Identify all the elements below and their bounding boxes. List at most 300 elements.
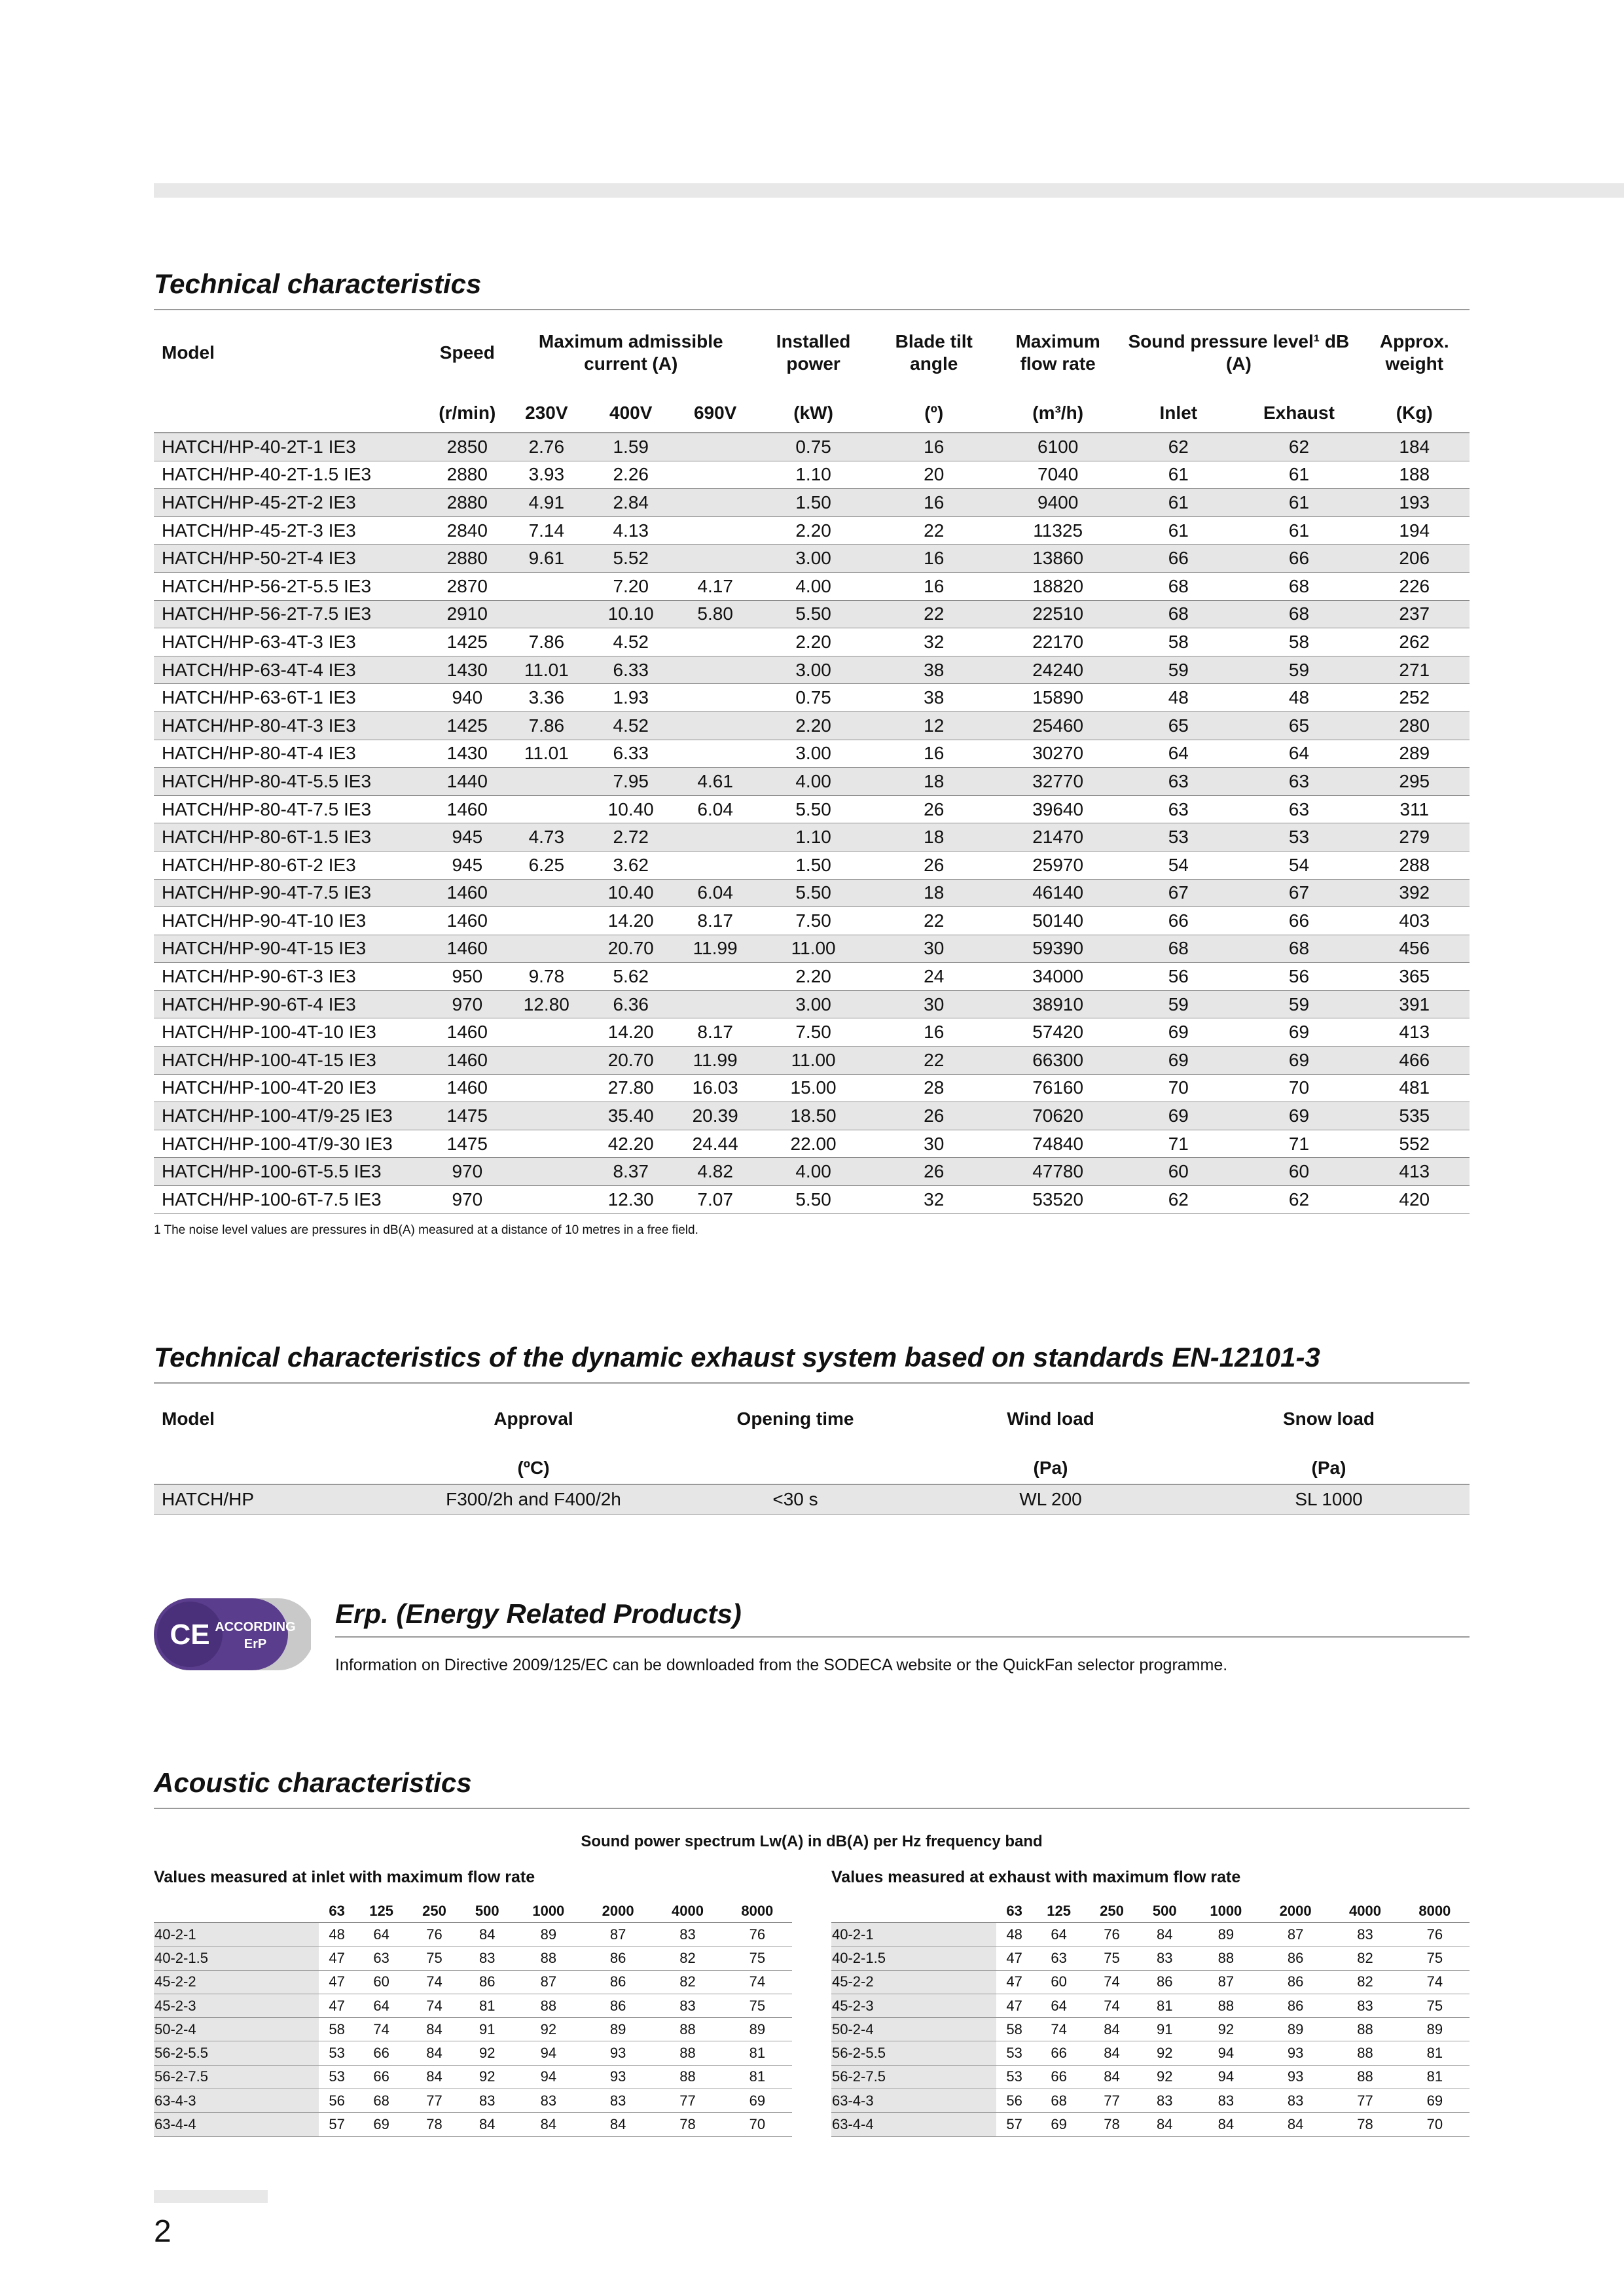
value-cell: 12 [870,711,998,740]
technical-characteristics-section [154,268,1470,1238]
band-header: 2000 [583,1900,653,1923]
value-cell: 1440 [429,768,505,796]
value-cell: 940 [429,684,505,712]
value-cell: 7.86 [505,711,588,740]
value-cell: 18 [870,823,998,852]
model-cell: 63-4-4 [154,2113,319,2136]
value-cell: 11.99 [674,935,757,963]
value-cell: 88 [514,1946,583,1970]
value-cell: 69 [723,2089,792,2113]
value-cell: 30 [870,1130,998,1158]
value-cell: 1460 [429,1047,505,1075]
value-cell: 75 [1400,1994,1470,2017]
value-cell: 50140 [998,907,1118,935]
unit-header: (m³/h) [998,381,1118,433]
value-cell [505,907,588,935]
model-cell: HATCH/HP-40-2T-1.5 IE3 [154,461,429,489]
value-cell: 59 [1118,990,1238,1018]
value-cell: 93 [1261,2041,1330,2065]
value-cell: 66300 [998,1047,1118,1075]
value-cell: 26 [870,1102,998,1130]
spectrum-title: Sound power spectrum Lw(A) in dB(A) per Hz frequency band [581,1833,1043,1850]
value-cell: 3.36 [505,684,588,712]
value-cell: 59 [1118,656,1238,684]
value-cell: 22 [870,1047,998,1075]
value-cell: 5.50 [757,600,871,628]
table-row [154,963,1470,991]
model-cell: 63-4-3 [154,2089,319,2113]
value-cell: 88 [1330,2065,1399,2089]
unit-header: (Kg) [1360,381,1470,433]
value-cell: 62 [1118,433,1238,461]
value-cell: 69 [1118,1102,1238,1130]
exhaust-header: Snow load [1283,1408,1375,1429]
inlet-title: Values measured at inlet with maximum flow rate [154,1868,535,1886]
value-cell: 69 [1400,2089,1470,2113]
value-cell [505,879,588,907]
table-row [154,768,1470,796]
band-header: 1000 [514,1900,583,1923]
inlet-acoustic-block [154,1868,792,2137]
band-header: 63 [996,1900,1032,1923]
band-header: 4000 [1330,1900,1399,1923]
value-cell: 1475 [429,1130,505,1158]
value-cell: 5.62 [588,963,674,991]
value-cell: 84 [1138,2113,1191,2136]
value-cell: 46140 [998,879,1118,907]
value-cell: 74 [1085,1970,1138,1994]
value-cell: 11.00 [757,1047,871,1075]
value-cell: 295 [1360,768,1470,796]
value-cell: 83 [653,1994,722,2017]
value-cell: 74 [408,1970,461,1994]
value-cell: 2870 [429,572,505,600]
value-cell: 11.99 [674,1047,757,1075]
value-cell: 0.75 [757,684,871,712]
value-cell: 47 [319,1970,355,1994]
value-cell: 75 [723,1994,792,2017]
model-cell: HATCH/HP-90-4T-10 IE3 [154,907,429,935]
value-cell [505,1130,588,1158]
value-cell: 66 [1032,2065,1085,2089]
value-cell: 9400 [998,489,1118,517]
unit-header: 690V [674,381,757,433]
value-cell: 5.50 [757,795,871,823]
model-cell: HATCH/HP-80-4T-5.5 IE3 [154,768,429,796]
value-cell: 69 [1238,1102,1359,1130]
value-cell: 7.86 [505,628,588,656]
value-cell: 4.73 [505,823,588,852]
unit-header: 230V [505,381,588,433]
model-cell: HATCH/HP-100-6T-5.5 IE3 [154,1158,429,1186]
table-row [154,740,1470,768]
value-cell [505,1186,588,1214]
table-row [154,823,1470,852]
value-cell: 81 [723,2041,792,2065]
value-cell: 26 [870,1158,998,1186]
value-cell: 70 [723,2113,792,2136]
value-cell: 66 [355,2041,408,2065]
model-cell: HATCH/HP-45-2T-3 IE3 [154,516,429,545]
inlet-acoustic-table [154,1900,792,2137]
value-cell: 59390 [998,935,1118,963]
value-cell: 8.17 [674,907,757,935]
table-row [154,851,1470,879]
value-cell: 5.50 [757,1186,871,1214]
value-cell: 93 [583,2065,653,2089]
value-cell: 66 [355,2065,408,2089]
value-cell: 1460 [429,935,505,963]
value-cell: 279 [1360,823,1470,852]
value-cell: 60 [1032,1970,1085,1994]
value-cell: 63 [1238,795,1359,823]
value-cell: 76 [408,1923,461,1946]
value-cell [674,656,757,684]
value-cell [674,545,757,573]
value-cell: 22 [870,600,998,628]
top-decorative-band [154,183,1624,198]
value-cell: 89 [723,2018,792,2041]
value-cell: 83 [1330,1994,1399,2017]
value-cell: 87 [1261,1923,1330,1946]
value-cell: 42.20 [588,1130,674,1158]
value-cell: 32 [870,628,998,656]
header-model: Model [162,342,215,363]
technical-characteristics-table [154,325,1470,1214]
band-header: 500 [1138,1900,1191,1923]
value-cell: 87 [514,1970,583,1994]
value-cell: 61 [1238,489,1359,517]
value-cell: 70620 [998,1102,1118,1130]
value-cell: 88 [653,2065,722,2089]
value-cell: 84 [1085,2041,1138,2065]
band-header: 500 [461,1900,514,1923]
model-cell: HATCH/HP-56-2T-7.5 IE3 [154,600,429,628]
value-cell: 66 [1118,545,1238,573]
value-cell: 1475 [429,1102,505,1130]
value-cell: 21470 [998,823,1118,852]
value-cell: 9.78 [505,963,588,991]
value-cell: 92 [461,2065,514,2089]
table-row [154,489,1470,517]
value-cell: 30270 [998,740,1118,768]
header-weight: Approx. weight [1379,331,1449,374]
value-cell: 206 [1360,545,1470,573]
value-cell: 56 [996,2089,1032,2113]
value-cell [505,1047,588,1075]
table-row [831,2089,1470,2113]
technical-table-body [154,433,1470,1213]
value-cell: 66 [1118,907,1238,935]
table-row [154,711,1470,740]
value-cell: 420 [1360,1186,1470,1214]
value-cell: 83 [1138,1946,1191,1970]
value-cell: 81 [461,1994,514,2017]
model-cell: HATCH/HP-90-6T-3 IE3 [154,963,429,991]
value-cell: 1430 [429,656,505,684]
table-row [154,1130,1470,1158]
value-cell: 288 [1360,851,1470,879]
value-cell: 5.50 [757,879,871,907]
value-cell: 84 [1138,1923,1191,1946]
value-cell: 22.00 [757,1130,871,1158]
value-cell: 60 [1238,1158,1359,1186]
exhaust-header: Approval [494,1408,573,1429]
value-cell: 82 [1330,1970,1399,1994]
value-cell: 58 [1238,628,1359,656]
value-cell: 4.00 [757,1158,871,1186]
value-cell: 34000 [998,963,1118,991]
value-cell: 2.84 [588,489,674,517]
value-cell: 4.00 [757,572,871,600]
value-cell: 237 [1360,600,1470,628]
table-row [154,1158,1470,1186]
value-cell: 1460 [429,795,505,823]
unit-header: 400V [588,381,674,433]
value-cell: 88 [1330,2041,1399,2065]
table-row [154,2018,792,2041]
value-cell: 64 [1118,740,1238,768]
value-cell: 89 [1400,2018,1470,2041]
value-cell: 7.20 [588,572,674,600]
value-cell: 84 [461,1923,514,1946]
model-cell: 40-2-1.5 [831,1946,996,1970]
value-cell: 7.50 [757,907,871,935]
erp-logo-icon [154,1598,311,1670]
value-cell: 86 [1261,1946,1330,1970]
table-row [154,2089,792,2113]
value-cell: 57 [319,2113,355,2136]
value-cell: 84 [1191,2113,1261,2136]
value-cell: 4.00 [757,768,871,796]
value-cell: 91 [1138,2018,1191,2041]
page-number: 2 [154,2214,171,2249]
value-cell: 2880 [429,489,505,517]
value-cell: 1.10 [757,823,871,852]
value-cell: 11.01 [505,656,588,684]
value-cell: 56 [319,2089,355,2113]
value-cell: 64 [1032,1923,1085,1946]
value-cell [674,628,757,656]
value-cell: 22 [870,516,998,545]
value-cell: 71 [1118,1130,1238,1158]
table-row [154,907,1470,935]
value-cell: 74 [1085,1994,1138,2017]
value-cell: 53 [996,2041,1032,2065]
value-cell: 56 [1118,963,1238,991]
unit-header: Exhaust [1238,381,1359,433]
value-cell: 78 [653,2113,722,2136]
value-cell: 74 [723,1970,792,1994]
value-cell: 28 [870,1074,998,1102]
value-cell [674,990,757,1018]
value-cell: 35.40 [588,1102,674,1130]
value-cell [674,433,757,461]
value-cell [674,516,757,545]
value-cell: 64 [1238,740,1359,768]
value-cell: 24 [870,963,998,991]
exhaust-acoustic-table [831,1900,1470,2137]
value-cell: 83 [461,2089,514,2113]
value-cell: 86 [583,1970,653,1994]
value-cell: 7.14 [505,516,588,545]
value-cell: 11.00 [757,935,871,963]
value-cell: 18 [870,879,998,907]
band-header: 250 [1085,1900,1138,1923]
exhaust-value: SL 1000 [1188,1484,1470,1515]
value-cell: 81 [723,2065,792,2089]
value-cell [674,684,757,712]
value-cell: 76160 [998,1074,1118,1102]
value-cell: 20 [870,461,998,489]
value-cell: 24240 [998,656,1118,684]
value-cell: 7.07 [674,1186,757,1214]
section-title: Technical characteristics of the dynamic exhaust system based on standards EN-12101-3 [154,1342,1470,1384]
value-cell [505,1158,588,1186]
value-cell: 413 [1360,1158,1470,1186]
value-cell: 54 [1238,851,1359,879]
header-speed: Speed [439,342,495,363]
value-cell: 2840 [429,516,505,545]
model-cell: 45-2-3 [831,1994,996,2017]
model-cell: HATCH/HP-100-4T-20 IE3 [154,1074,429,1102]
value-cell: 69 [1238,1047,1359,1075]
value-cell: 86 [1138,1970,1191,1994]
value-cell: 2.20 [757,963,871,991]
value-cell [505,572,588,600]
value-cell: 1460 [429,907,505,935]
value-cell: 2850 [429,433,505,461]
value-cell: 94 [1191,2041,1261,2065]
value-cell: 68 [1118,935,1238,963]
value-cell: 67 [1238,879,1359,907]
value-cell: 7.50 [757,1018,871,1047]
value-cell [674,851,757,879]
value-cell: 92 [514,2018,583,2041]
exhaust-units-row [154,1441,1470,1484]
value-cell: 81 [1400,2041,1470,2065]
value-cell: 59 [1238,990,1359,1018]
value-cell: 10.40 [588,879,674,907]
value-cell: 61 [1238,461,1359,489]
table-row [154,461,1470,489]
value-cell: 20.70 [588,1047,674,1075]
value-cell: 89 [1261,2018,1330,2041]
value-cell: 56 [1238,963,1359,991]
table-row [831,1970,1470,1994]
section-title: Acoustic characteristics [154,1767,1470,1809]
erp-section [335,1598,1470,1675]
exhaust-value: WL 200 [913,1484,1188,1515]
band-header: 63 [319,1900,355,1923]
model-cell: HATCH/HP-100-6T-7.5 IE3 [154,1186,429,1214]
value-cell: 20.39 [674,1102,757,1130]
band-header: 125 [355,1900,408,1923]
value-cell: 1.10 [757,461,871,489]
table-row [831,1946,1470,1970]
value-cell: 68 [1118,600,1238,628]
value-cell: 39640 [998,795,1118,823]
value-cell: 84 [1261,2113,1330,2136]
exhaust-data-row [154,1484,1470,1515]
value-cell: 1425 [429,628,505,656]
table-row [831,2041,1470,2065]
value-cell: 6.36 [588,990,674,1018]
value-cell: 1430 [429,740,505,768]
value-cell: 413 [1360,1018,1470,1047]
value-cell: 5.52 [588,545,674,573]
value-cell: 391 [1360,990,1470,1018]
table-row [154,600,1470,628]
model-cell: 56-2-7.5 [154,2065,319,2089]
value-cell: 6.04 [674,879,757,907]
value-cell: 945 [429,823,505,852]
value-cell: 8.17 [674,1018,757,1047]
value-cell: 92 [461,2041,514,2065]
value-cell: 88 [653,2041,722,2065]
value-cell: 84 [583,2113,653,2136]
value-cell: 83 [653,1923,722,1946]
value-cell: 38910 [998,990,1118,1018]
value-cell: 1460 [429,879,505,907]
model-cell: 56-2-5.5 [831,2041,996,2065]
value-cell: 63 [1118,768,1238,796]
value-cell: 75 [1400,1946,1470,1970]
value-cell: 68 [1032,2089,1085,2113]
value-cell: 53520 [998,1186,1118,1214]
table-row [831,1923,1470,1946]
table-row [154,1074,1470,1102]
model-cell: 45-2-2 [154,1970,319,1994]
value-cell: 84 [408,2018,461,2041]
table-row [154,935,1470,963]
table-row [154,879,1470,907]
value-cell: 226 [1360,572,1470,600]
value-cell: 27.80 [588,1074,674,1102]
value-cell: 4.13 [588,516,674,545]
value-cell: 11325 [998,516,1118,545]
units-row [154,381,1470,433]
value-cell: 392 [1360,879,1470,907]
value-cell: 16 [870,1018,998,1047]
value-cell: 1.50 [757,489,871,517]
value-cell: 5.80 [674,600,757,628]
value-cell: 82 [1330,1946,1399,1970]
value-cell: 75 [723,1946,792,1970]
value-cell: 1460 [429,1018,505,1047]
value-cell: 70 [1118,1074,1238,1102]
value-cell: 16 [870,572,998,600]
model-cell: HATCH/HP-56-2T-5.5 IE3 [154,572,429,600]
table-row [154,2065,792,2089]
value-cell: 252 [1360,684,1470,712]
value-cell: 30 [870,990,998,1018]
value-cell: 25460 [998,711,1118,740]
value-cell: 57420 [998,1018,1118,1047]
value-cell: 22 [870,907,998,935]
unit-header: (kW) [757,381,871,433]
header-blade: Blade tilt angle [895,331,973,374]
exhaust-system-section [154,1342,1470,1515]
model-cell: 45-2-2 [831,1970,996,1994]
value-cell: 66 [1032,2041,1085,2065]
section-title: Erp. (Energy Related Products) [335,1598,1470,1638]
value-cell: 77 [1330,2089,1399,2113]
value-cell: 22170 [998,628,1118,656]
value-cell: 53 [319,2065,355,2089]
value-cell: 62 [1238,433,1359,461]
value-cell: 83 [1138,2089,1191,2113]
